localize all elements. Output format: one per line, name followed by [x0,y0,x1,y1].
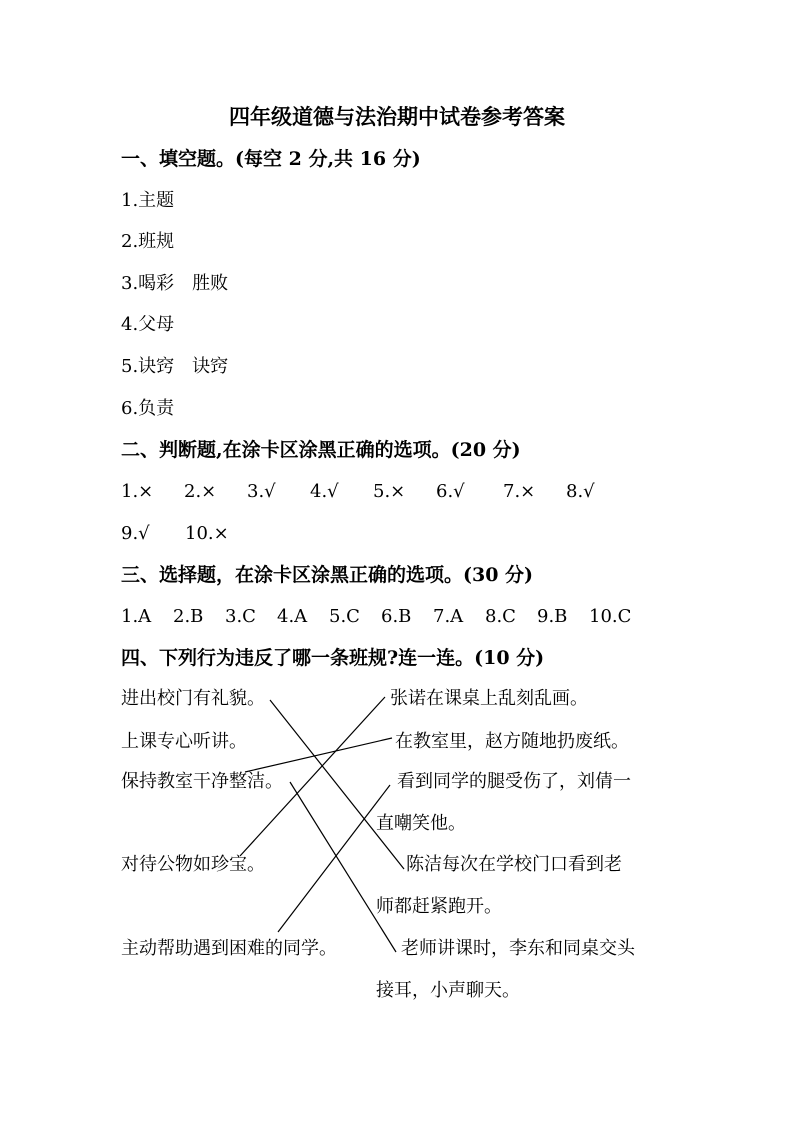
match-line-5 [278,785,390,932]
judge-answer: 2.× [184,481,217,502]
fill-answer-2: 2.班规 [121,231,175,252]
judge-answer: 9.√ [121,523,150,544]
behavior-item-4-line-1: 陈洁每次在学校门口看到老 [406,854,622,875]
rule-item-1: 进出校门有礼貌。 [121,688,265,709]
fill-answer-3: 3.喝彩 胜败 [121,273,229,294]
behavior-item-3-line-1: 看到同学的腿受伤了，刘倩一 [397,771,631,792]
match-line-4 [240,697,385,856]
behavior-item-3-line-2: 直嘲笑他。 [376,813,466,834]
rule-item-3: 保持教室干净整洁。 [121,771,283,792]
rule-item-2: 上课专心听讲。 [121,731,247,752]
choice-answer: 8.C [485,606,516,627]
fill-answer-1: 1.主题 [121,190,175,211]
behavior-item-4-line-2: 师都赶紧跑开。 [376,896,502,917]
judge-answer: 6.√ [436,481,465,502]
judge-answer: 8.√ [566,481,595,502]
choice-answer: 9.B [537,606,568,627]
rule-item-4: 对待公物如珍宝。 [121,854,265,875]
section-2-heading: 二、判断题,在涂卡区涂黑正确的选项。(20 分) [121,439,521,461]
match-line-1 [270,700,404,869]
match-line-3 [290,782,396,952]
behavior-item-5-line-2: 接耳，小声聊天。 [376,980,520,1001]
fill-answer-5: 5.诀窍 诀窍 [121,356,229,377]
behavior-item-2: 在教室里，赵方随地扔废纸。 [395,731,629,752]
rule-item-5: 主动帮助遇到困难的同学。 [121,938,337,959]
choice-answer: 5.C [329,606,360,627]
section-1-heading: 一、填空题。(每空 2 分,共 16 分) [121,148,421,170]
section-3-heading: 三、选择题，在涂卡区涂黑正确的选项。(30 分) [121,564,534,586]
judge-answer: 3.√ [247,481,276,502]
choice-answer: 4.A [277,606,308,627]
fill-answer-4: 4.父母 [121,314,175,335]
page-title: 四年级道德与法治期中试卷参考答案 [229,104,565,129]
judge-answer: 1.× [121,481,154,502]
choice-answer: 6.B [381,606,412,627]
choice-answer: 10.C [589,606,632,627]
section-4-heading: 四、下列行为违反了哪一条班规?连一连。(10 分) [121,647,545,669]
match-line-2 [245,738,392,772]
choice-answer: 7.A [433,606,464,627]
behavior-item-1: 张诺在课桌上乱刻乱画。 [390,688,588,709]
judge-answer: 7.× [503,481,536,502]
choice-answer: 3.C [225,606,256,627]
choice-answer: 1.A [121,606,152,627]
judge-answer: 10.× [185,523,229,544]
judge-answer: 4.√ [310,481,339,502]
fill-answer-6: 6.负责 [121,398,175,419]
judge-answer: 5.× [373,481,406,502]
behavior-item-5-line-1: 老师讲课时，李东和同桌交头 [401,938,635,959]
choice-answer: 2.B [173,606,204,627]
